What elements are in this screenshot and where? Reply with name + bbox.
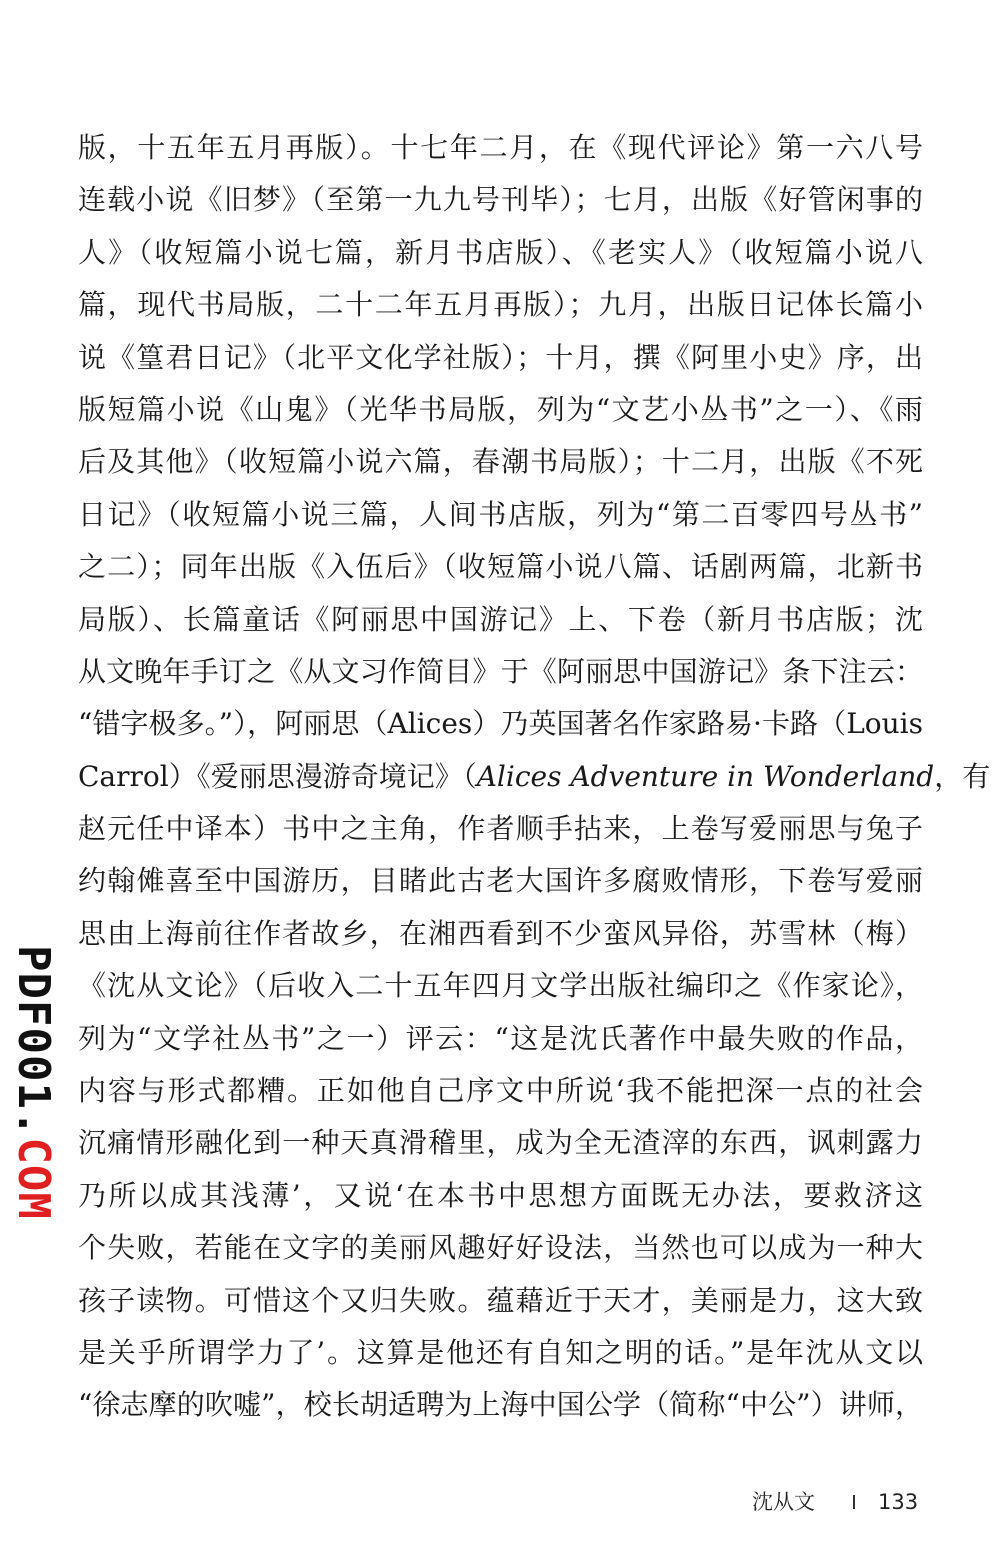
body-text [78,122,991,1432]
text-line: 后及其他》（收短篇小说六篇，春潮书局版）；十二月，出版《不死 [78,445,923,479]
text-line: 是关乎所谓学力了’。这算是他还有自知之明的话。”是年沈从文以 [78,1335,923,1369]
text-line: 之二）；同年出版《入伍后》（收短篇小说八篇、话剧两篇，北新书 [78,550,923,584]
text-line: “徐志摩的吹嘘”，校长胡适聘为上海中国公学（简称“中公”）讲师， [78,1388,923,1422]
running-head: 沈从文 [752,1490,815,1514]
footer-divider [853,1495,855,1509]
text-line: 局版）、长篇童话《阿丽思中国游记》上、下卷（新月书店版；沈 [78,602,923,636]
page-number: 133 [878,1490,919,1514]
text-line: “错字极多。”），阿丽思（Alices）乃英国著名作家路易·卡路（Louis [78,707,923,741]
page-footer [752,1485,932,1519]
watermark [8,945,59,1220]
text-segment: ，有 [934,759,991,793]
text-line: 个失败，若能在文字的美丽风趣好好设法，当然也可以成为一种大 [78,1231,923,1265]
italic-title: Alices Adventure in Wonderland [476,759,935,793]
text-line: 人》（收短篇小说七篇，新月书店版）、《老实人》（收短篇小说八 [78,235,923,269]
text-line: 赵元任中译本）书中之主角，作者顺手拈来，上卷写爱丽思与兔子 [78,812,923,846]
text-line [78,751,991,803]
text-line: 思由上海前往作者故乡，在湘西看到不少蛮风异俗，苏雪林（梅） [78,916,923,950]
text-line: 版，十五年五月再版）。十七年二月，在《现代评论》第一六八号 [78,131,923,164]
text-line: 沉痛情形融化到一种天真滑稽里，成为全无渣滓的东西，讽刺露力 [78,1126,923,1160]
text-line: 说《篁君日记》（北平文化学社版）；十月，撰《阿里小史》序，出 [78,340,923,374]
text-line: 列为“文学社丛书”之一）评云：“这是沈氏著作中最失败的作品， [78,1021,923,1055]
text-line: 日记》（收短篇小说三篇，人间书店版，列为“第二百零四号丛书” [78,497,923,531]
text-line: 《沈从文论》（后收入二十五年四月文学出版社编印之《作家论》， [78,969,923,1003]
text-line: 乃所以成其浅薄’，又说‘在本书中思想方面既无办法，要救济这 [78,1178,923,1212]
text-segment: Carrol）《爱丽思漫游奇境记》（ [78,759,477,793]
text-line: 版短篇小说《山鬼》（光华书局版，列为“文艺小丛书”之一）、《雨 [78,392,923,426]
text-line: 孩子读物。可惜这个又归失败。蕴藉近于天才，美丽是力，这大致 [78,1283,923,1317]
text-line: 篇，现代书局版，二十二年五月再版）；九月，出版日记体长篇小 [78,288,923,322]
watermark-part: COM [8,1137,59,1220]
text-line: 从文晚年手订之《从文习作简目》于《阿丽思中国游记》条下注云： [78,654,923,688]
text-line: 连载小说《旧梦》（至第一九九号刊毕）；七月，出版《好管闲事的 [78,183,923,217]
watermark-part: PDF001. [8,945,59,1138]
text-line: 内容与形式都糟。正如他自己序文中所说‘我不能把深一点的社会 [78,1074,923,1108]
text-line: 约翰傩喜至中国游历，目睹此古老大国许多腐败情形，下卷写爱丽 [78,864,923,898]
